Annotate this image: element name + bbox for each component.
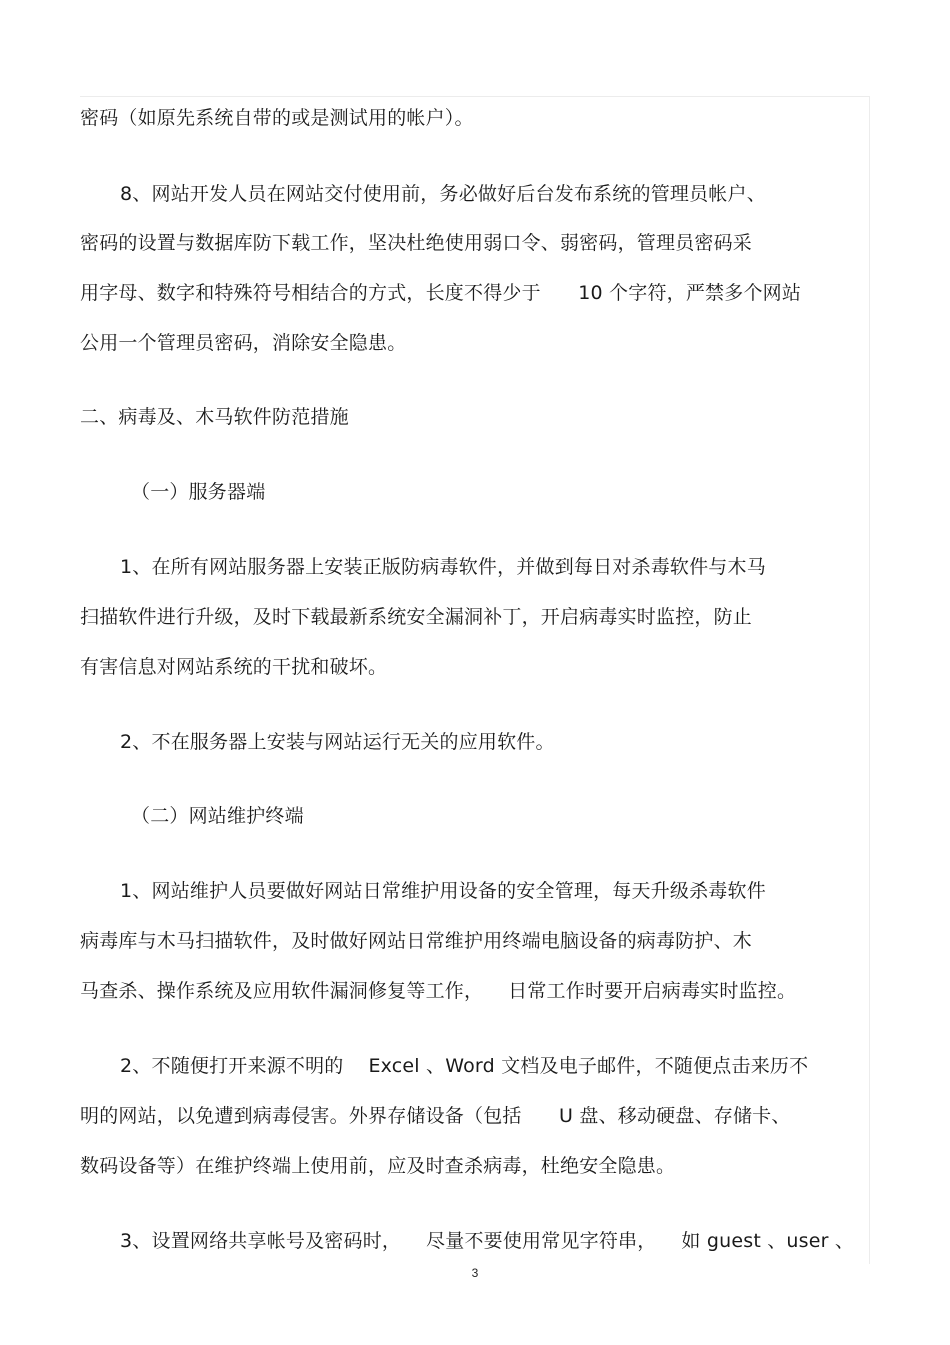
- body-text-line: 明的网站，以免遭到病毒侵害。外界存储设备（包括 U 盘、移动硬盘、存储卡、: [80, 1105, 791, 1127]
- body-text-line: 马查杀、操作系统及应用软件漏洞修复等工作， 日常工作时要开启病毒实时监控。: [80, 980, 797, 1002]
- body-text-line: 扫描软件进行升级，及时下载最新系统安全漏洞补丁，开启病毒实时监控，防止: [80, 606, 753, 628]
- body-text-line: 1、网站维护人员要做好网站日常维护用设备的安全管理，每天升级杀毒软件: [120, 880, 766, 902]
- section-heading: 二、病毒及、木马软件防范措施: [80, 406, 349, 428]
- subsection-heading: （二）网站维护终端: [131, 805, 304, 827]
- body-text-line: 2、不在服务器上安装与网站运行无关的应用软件。: [120, 731, 555, 753]
- body-text-line: 8、网站开发人员在网站交付使用前，务必做好后台发布系统的管理员帐户、: [120, 183, 766, 205]
- body-text-line: 病毒库与木马扫描软件，及时做好网站日常维护用终端电脑设备的病毒防护、木: [80, 930, 753, 952]
- body-text-line: 密码的设置与数据库防下载工作，坚决杜绝使用弱口令、弱密码，管理员密码采: [80, 232, 753, 254]
- body-text-line: 公用一个管理员密码，消除安全隐患。: [80, 332, 407, 354]
- subsection-heading: （一）服务器端: [131, 481, 266, 503]
- body-text-line: 1、在所有网站服务器上安装正版防病毒软件，并做到每日对杀毒软件与木马: [120, 556, 766, 578]
- body-text-line: 数码设备等）在维护终端上使用前，应及时查杀病毒，杜绝安全隐患。: [80, 1155, 676, 1177]
- body-text-line: 有害信息对网站系统的干扰和破坏。: [80, 656, 388, 678]
- body-text-line: 2、不随便打开来源不明的 Excel 、Word 文档及电子邮件，不随便点击来历不: [120, 1055, 809, 1077]
- page-border: [80, 96, 870, 1264]
- page-number: 3: [471, 1266, 479, 1280]
- body-text-line: 密码（如原先系统自带的或是测试用的帐户）。: [80, 107, 474, 129]
- body-text-line: 用字母、数字和特殊符号相结合的方式，长度不得少于 10 个字符，严禁多个网站: [80, 282, 802, 304]
- body-text-line: 3、设置网络共享帐号及密码时， 尽量不要使用常见字符串， 如 guest 、user 、: [120, 1230, 855, 1252]
